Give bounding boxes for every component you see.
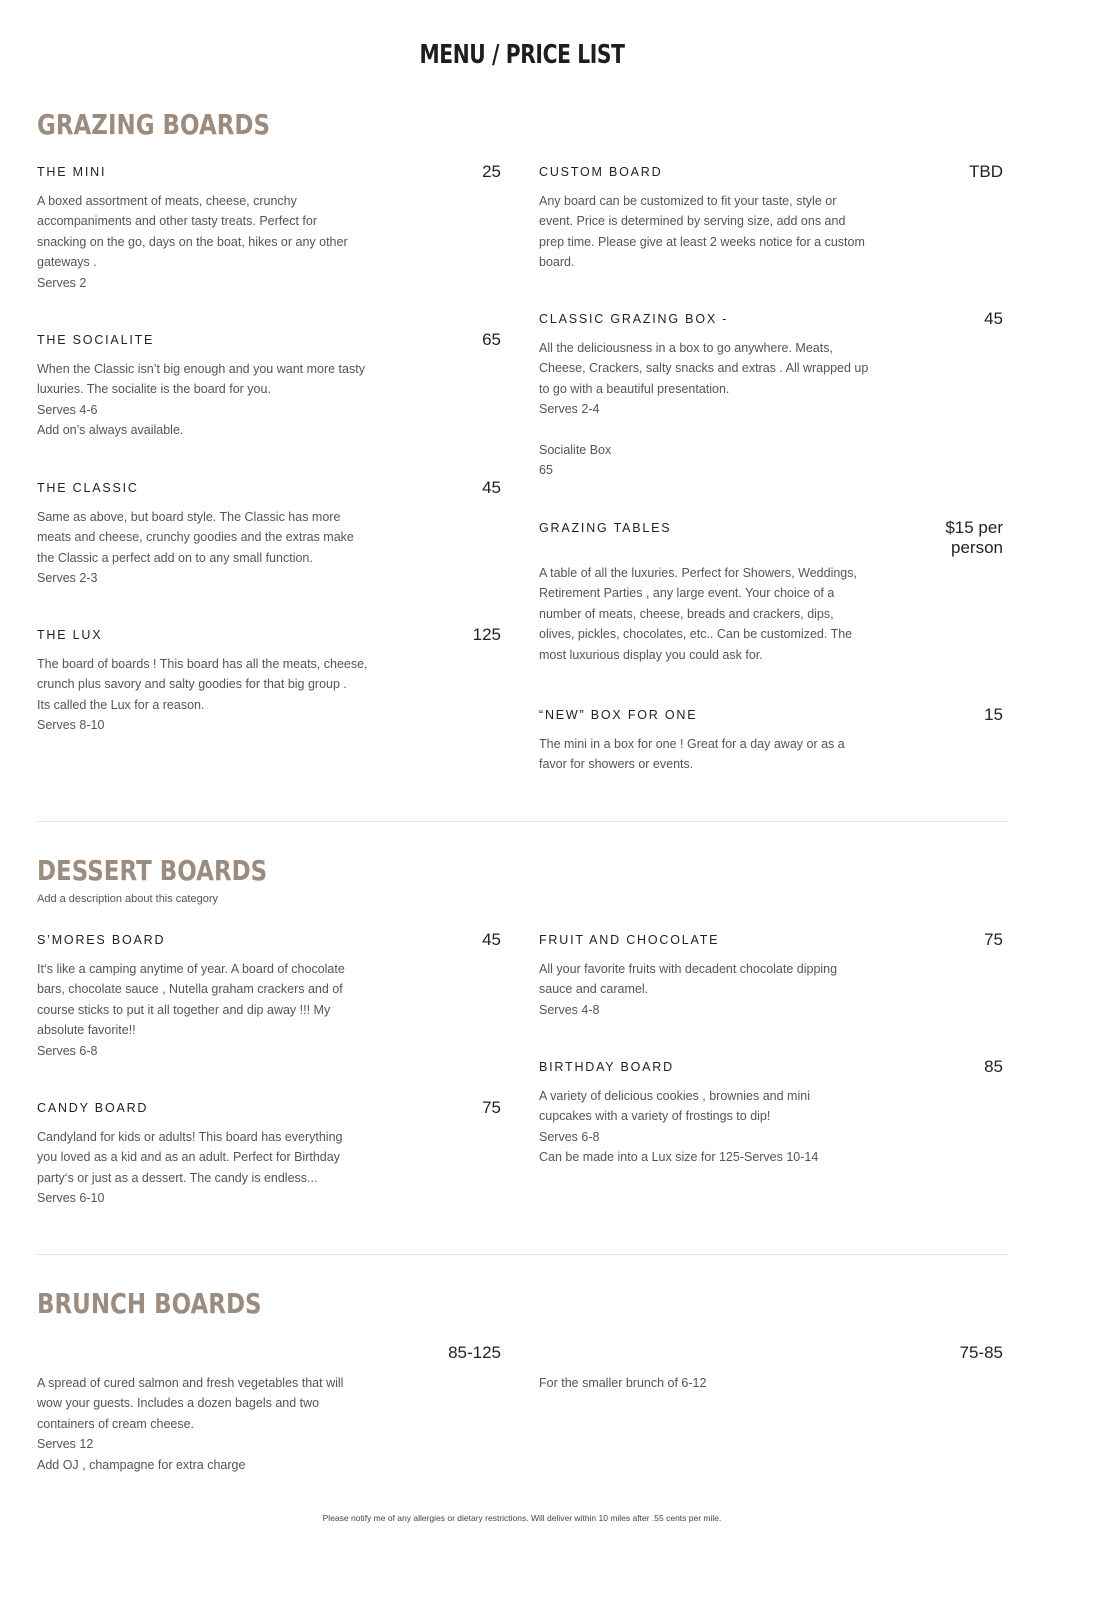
item-price: 125 bbox=[472, 625, 501, 644]
dessert-section bbox=[37, 854, 1007, 905]
footer-note: Please notify me of any allergies or dietary restrictions. Will deliver within 10 miles after .55 cents per mile. bbox=[322, 1513, 722, 1523]
item-description: Candyland for kids or adults! This board has everything you loved as a kid and as an adult. Perfect for Birthday party‘s or just as a dessert. The candy is endless... Serves 6-10 bbox=[37, 1130, 343, 1206]
menu-item-the-mini bbox=[37, 162, 507, 293]
item-price: 45 bbox=[984, 309, 1003, 328]
menu-item-custom-board bbox=[539, 162, 1009, 273]
menu-item-box-for-one bbox=[539, 705, 1009, 775]
item-price: 15 bbox=[984, 705, 1003, 724]
item-price: 65 bbox=[482, 330, 501, 349]
page-title: MENU / PRICE LIST bbox=[419, 40, 625, 70]
section-title: BRUNCH BOARDS bbox=[37, 1287, 262, 1320]
item-name: CANDY BOARD bbox=[37, 1101, 149, 1115]
menu-item-smores-board bbox=[37, 930, 507, 1061]
item-name: S’MORES BOARD bbox=[37, 933, 166, 947]
item-name: THE CLASSIC bbox=[37, 481, 139, 495]
brunch-section bbox=[37, 1287, 1007, 1320]
item-name bbox=[539, 1346, 1009, 1361]
section-description: Add a description about this category bbox=[37, 893, 219, 905]
item-name: CUSTOM BOARD bbox=[539, 165, 663, 179]
menu-item-grazing-tables bbox=[539, 518, 1009, 665]
item-price: 85 bbox=[984, 1057, 1003, 1076]
item-name: CLASSIC GRAZING BOX - bbox=[539, 312, 729, 326]
item-price: 75 bbox=[482, 1098, 501, 1117]
section-divider bbox=[37, 1254, 1007, 1255]
item-price: 85-125 bbox=[448, 1343, 501, 1362]
item-price: $15 per person bbox=[945, 518, 1003, 557]
item-description: A boxed assortment of meats, cheese, crunchy accompaniments and other tasty treats. Perfect for snacking on the go, days on the boat, hikes or any other gateways . Serves 2 bbox=[37, 194, 348, 290]
item-name: THE MINI bbox=[37, 165, 107, 179]
item-description: It‘s like a camping anytime of year. A board of chocolate bars, chocolate sauce , Nutella graham crackers and of course sticks to put it all together and dip away !!! My absolute favorite!! Serves 6-8 bbox=[37, 962, 345, 1058]
item-description: For the smaller brunch of 6-12 bbox=[539, 1376, 707, 1390]
menu-item-brunch-small bbox=[539, 1343, 1009, 1393]
menu-item-fruit-and-chocolate bbox=[539, 930, 1009, 1020]
item-description: All the deliciousness in a box to go anywhere. Meats, Cheese, Crackers, salty snacks and extras . All wrapped up to go with a beautiful presentation. Serves 2-4 Socialite Box 65 bbox=[539, 341, 869, 478]
item-price: 75-85 bbox=[959, 1343, 1003, 1362]
section-title: DESSERT BOARDS bbox=[37, 854, 268, 887]
menu-item-the-socialite bbox=[37, 330, 507, 441]
item-name: THE LUX bbox=[37, 628, 103, 642]
section-divider bbox=[37, 821, 1007, 822]
item-description: When the Classic isn’t big enough and you want more tasty luxuries. The socialite is the board for you. Serves 4-6 Add on’s always available. bbox=[37, 362, 365, 438]
grazing-section bbox=[37, 108, 1007, 141]
item-price: TBD bbox=[969, 162, 1003, 181]
item-description: A variety of delicious cookies , brownies and mini cupcakes with a variety of frostings to dip! Serves 6-8 Can be made into a Lux size for 125-Serves 10-14 bbox=[539, 1089, 819, 1165]
item-name: THE SOCIALITE bbox=[37, 333, 155, 347]
item-description: Same as above, but board style. The Classic has more meats and cheese, crunchy goodies and the extras make the Classic a perfect add on to any small function. Serves 2-3 bbox=[37, 510, 354, 586]
menu-item-the-classic bbox=[37, 478, 507, 589]
item-description: The board of boards ! This board has all the meats, cheese, crunch plus savory and salty goodies for that big group . Its called the Lux for a reason. Serves 8-10 bbox=[37, 657, 368, 733]
menu-item-birthday-board bbox=[539, 1057, 1009, 1168]
menu-item-classic-grazing-box bbox=[539, 309, 1009, 481]
menu-item-the-lux bbox=[37, 625, 507, 736]
item-name: GRAZING TABLES bbox=[539, 521, 672, 535]
section-title: GRAZING BOARDS bbox=[37, 108, 270, 141]
item-name bbox=[37, 1346, 507, 1361]
item-price: 45 bbox=[482, 478, 501, 497]
item-description: A table of all the luxuries. Perfect for Showers, Weddings, Retirement Parties , any large event. Your choice of a number of meats, cheese, breads and crackers, dips, olives, pickles, chocolates, etc.. Can be customized. The most luxurious display you could ask for. bbox=[539, 566, 857, 662]
item-price: 25 bbox=[482, 162, 501, 181]
item-price: 45 bbox=[482, 930, 501, 949]
item-name: BIRTHDAY BOARD bbox=[539, 1060, 674, 1074]
item-description: All your favorite fruits with decadent chocolate dipping sauce and caramel. Serves 4-8 bbox=[539, 962, 838, 1017]
item-description: The mini in a box for one ! Great for a day away or as a favor for showers or events. bbox=[539, 737, 845, 772]
item-name: FRUIT AND CHOCOLATE bbox=[539, 933, 720, 947]
item-description: Any board can be customized to fit your taste, style or event. Price is determined by serving size, add ons and prep time. Please give at least 2 weeks notice for a custom board. bbox=[539, 194, 865, 270]
menu-item-candy-board bbox=[37, 1098, 507, 1209]
item-description: A spread of cured salmon and fresh vegetables that will wow your guests. Includes a dozen bagels and two containers of cream cheese. Serves 12 Add OJ , champagne for extra charge bbox=[37, 1376, 344, 1472]
item-price: 75 bbox=[984, 930, 1003, 949]
item-name: “NEW” BOX FOR ONE bbox=[539, 708, 698, 722]
menu-item-brunch-large bbox=[37, 1343, 507, 1475]
